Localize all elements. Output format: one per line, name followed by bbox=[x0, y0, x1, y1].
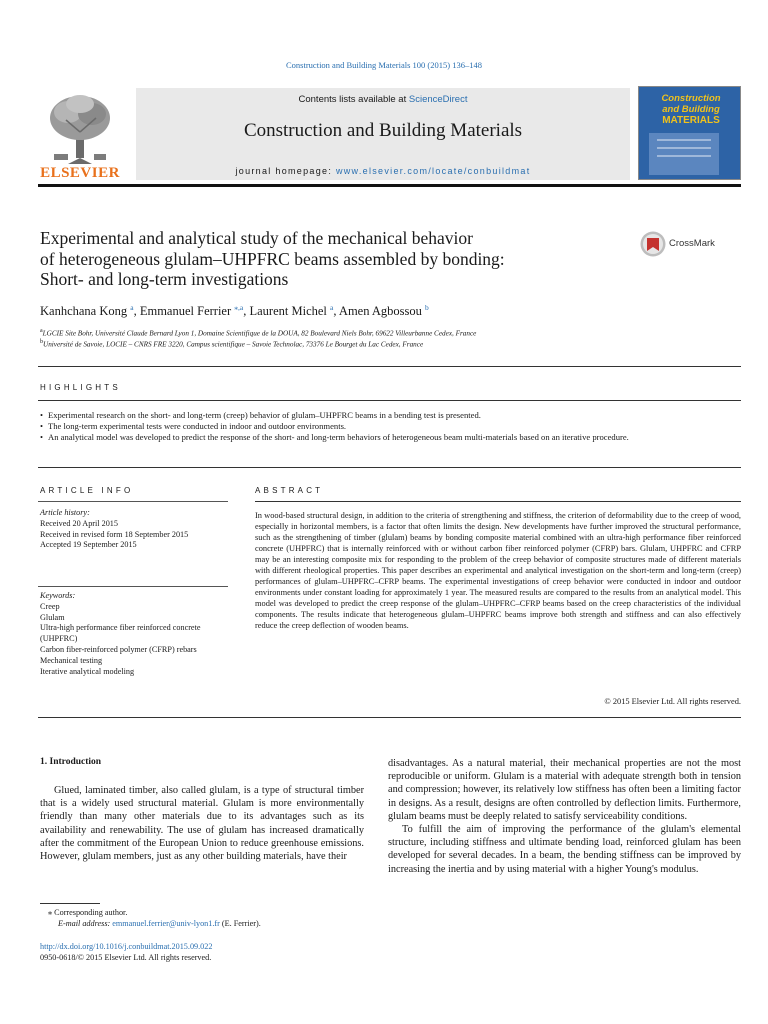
cover-title-line-1: Construction bbox=[661, 93, 721, 104]
section-rule bbox=[38, 400, 741, 401]
intro-left-column bbox=[40, 784, 364, 863]
highlights-heading: HIGHLIGHTS bbox=[40, 383, 121, 392]
author-name[interactable]: Kanhchana Kong bbox=[40, 304, 128, 319]
sciencedirect-link[interactable]: ScienceDirect bbox=[408, 94, 468, 105]
section-rule bbox=[38, 717, 741, 718]
intro-paragraph: Glued, laminated timber, also called glulam, is a type of structural timber that is a widely used structural material. Glulam is more environmentally friendly than many other materials due to its advantages such as its availability and renewability. The use of glulam has increased dramatically after the commitment of the European Union to reduce greenhouse emissions. However, glulam members, just as any other building materials, have their bbox=[40, 785, 364, 863]
email-suffix: (E. Ferrier). bbox=[219, 919, 261, 928]
title-line-2: of heterogeneous glulam–UHPFRC beams assembled by bonding: bbox=[40, 248, 505, 269]
title-line-3: Short- and long-term investigations bbox=[40, 269, 289, 289]
affiliation-text: Université de Savoie, LOCIE – CNRS FRE 3220, Campus scientifique – Savoie Technolac, 73376 Le Bourget du Lac Cedex, France bbox=[43, 340, 424, 349]
author-affiliation-mark[interactable]: b bbox=[425, 303, 429, 312]
affiliation-a bbox=[40, 328, 476, 337]
revised-date: Received in revised form 18 September 2015 bbox=[40, 529, 189, 539]
cover-title-line-3: MATERIALS bbox=[662, 115, 720, 126]
title-line-1: Experimental and analytical study of the mechanical behavior bbox=[40, 228, 473, 248]
affiliation-text: LGCIE Site Bohr, Université Claude Bernard Lyon 1, Domaine Scientifique de la DOUA, 82 Boulevard Niels Bohr, 69622 Villeurbanne Cedex, France bbox=[42, 329, 477, 338]
journal-citation[interactable]: Construction and Building Materials 100 (2015) 136–148 bbox=[286, 60, 482, 70]
author-name[interactable]: Amen Agbossou bbox=[338, 304, 422, 319]
introduction-heading: 1. Introduction bbox=[40, 757, 102, 767]
intro-paragraph: To fulfill the aim of improving the performance of the glulam's elemental structure, including stiffness and ultimate bending load, reinforced glulam has been developed for several decades. In a beam, the bending stiffness can be improved by increasing the inertia and by using material with a higher Young's modulus. bbox=[388, 824, 741, 875]
author-affiliation-mark[interactable]: ⁎,a bbox=[234, 303, 244, 312]
footnote-rule bbox=[40, 903, 100, 904]
cover-stripe bbox=[657, 155, 711, 157]
cover-stripe bbox=[657, 147, 711, 149]
author-list bbox=[40, 303, 429, 319]
crossmark-label[interactable]: CrossMark bbox=[669, 238, 715, 249]
article-info-heading: ARTICLE INFO bbox=[40, 486, 134, 495]
affiliation-mark: a bbox=[40, 328, 43, 334]
contents-line bbox=[136, 94, 630, 105]
email-label: E-mail address: bbox=[58, 919, 113, 928]
keyword: Carbon fiber-reinforced polymer (CFRP) rebars bbox=[40, 644, 197, 654]
email-note bbox=[40, 918, 261, 929]
author-separator: , bbox=[333, 304, 339, 319]
contents-prefix: Contents lists available at bbox=[298, 94, 409, 105]
keywords-label: Keywords: bbox=[40, 591, 76, 600]
article-info-rule bbox=[38, 586, 228, 587]
article-history bbox=[40, 508, 230, 551]
publisher-wordmark: ELSEVIER bbox=[40, 165, 120, 181]
homepage-link[interactable]: www.elsevier.com/locate/conbuildmat bbox=[335, 166, 531, 176]
abstract-heading: ABSTRACT bbox=[255, 486, 324, 495]
author-affiliation-mark[interactable]: a bbox=[130, 303, 134, 312]
highlights-list bbox=[40, 410, 720, 443]
keyword: Glulam bbox=[40, 612, 65, 622]
received-date: Received 20 April 2015 bbox=[40, 518, 118, 528]
history-label: Article history: bbox=[40, 508, 90, 517]
keyword: Creep bbox=[40, 601, 60, 611]
keyword: Ultra-high performance fiber reinforced concrete (UHPFRC) bbox=[40, 623, 201, 644]
journal-name: Construction and Building Materials bbox=[243, 120, 523, 141]
cover-stripe bbox=[657, 139, 711, 141]
section-rule bbox=[38, 366, 741, 367]
article-info-rule bbox=[38, 501, 228, 502]
abstract-rule bbox=[255, 501, 741, 502]
cover-title bbox=[643, 93, 739, 126]
author-separator: , bbox=[133, 304, 140, 319]
keywords-block bbox=[40, 591, 230, 677]
author-affiliation-mark[interactable]: a bbox=[330, 303, 334, 312]
footnote-mark: ⁎ bbox=[48, 908, 53, 917]
accepted-date: Accepted 19 September 2015 bbox=[40, 540, 137, 550]
abstract-copyright: © 2015 Elsevier Ltd. All rights reserved. bbox=[604, 697, 741, 706]
affiliation-mark: b bbox=[40, 339, 43, 345]
email-link[interactable]: emmanuel.ferrier@univ-lyon1.fr bbox=[112, 919, 220, 928]
keyword: Mechanical testing bbox=[40, 655, 103, 665]
corresponding-author-label: Corresponding author. bbox=[54, 908, 128, 917]
cover-title-line-2: and Building bbox=[662, 104, 720, 115]
section-rule bbox=[38, 467, 741, 468]
doi-link[interactable]: http://dx.doi.org/10.1016/j.conbuildmat.2015.09.022 bbox=[40, 942, 213, 951]
author-separator: , bbox=[243, 304, 250, 319]
homepage-prefix: journal homepage: bbox=[235, 166, 336, 176]
abstract-text: In wood-based structural design, in addition to the criteria of strengthening and stiffness, the criterion of deformability due to the creep of wood, especially in horizontal members, is a factor that often limits the design. New developments have further improved the structural performance, such as the strengthening of timber (glulam) beams by bonding composite material combined with an ultra-high performance fiber reinforced concrete (UHPFRC) that is internally reinforced with or without carbon fiber reinforced polymer (CFRP) bars. Glulam, UHPFRC and CFRP may be an interesting composite mix for responding to the problem of the creep behavior of composite structures made of different materials with different rheological properties. This paper describes an experimental and analytical investigation on the short-term and long-term (creep) performances of glulam–UHPFRC–CFRP beams. The experimental investigations of creep behavior were conducted in indoor and outdoor environments under constant loading for approximately 1 year. The measured results are compared to the results from an analytical model. This model was developed to predict the creep response of the glulam–UHPFRC–CFRP beams based on the creep characteristics of the individual components. The results indicate that heterogeneous glulam–UHPFRC beams improve both strength and stiffness and can also effectively reduce the creep deflection of wooden beams. bbox=[255, 511, 741, 630]
header-rule bbox=[38, 184, 741, 187]
keyword: Iterative analytical modeling bbox=[40, 666, 135, 676]
affiliation-b bbox=[40, 339, 423, 348]
highlight-item: • An analytical model was developed to predict the response of the short- and long-term behaviors of heterogeneous beam multi-materials based on an iterative procedure. bbox=[40, 432, 720, 443]
journal-cover bbox=[638, 86, 741, 180]
author-name[interactable]: Emmanuel Ferrier bbox=[139, 304, 232, 319]
intro-paragraph: disadvantages. As a natural material, their mechanical properties are not the most reproducible or uniform. Glulam is a material with adequate strength both in tension and compression; however, its relatively low stiffness has often been a limiting factor in designs. As a result, designs are often controlled by deflection limits. Furthermore, glulam beams must be deeply related to satisfy serviceability conditions. bbox=[388, 758, 741, 822]
article-title bbox=[40, 228, 630, 290]
corresponding-author-note bbox=[40, 907, 127, 918]
highlight-item: • Experimental research on the short- and long-term (creep) behavior of glulam–UHPFRC beams in a bending test is presented. bbox=[40, 410, 720, 421]
highlight-item: • The long-term experimental tests were conducted in indoor and outdoor environments. bbox=[40, 421, 720, 432]
intro-right-column bbox=[388, 757, 741, 876]
author-name[interactable]: Laurent Michel bbox=[249, 304, 327, 319]
issn-copyright: 0950-0618/© 2015 Elsevier Ltd. All rights reserved. bbox=[40, 953, 212, 962]
journal-homepage bbox=[136, 166, 630, 176]
